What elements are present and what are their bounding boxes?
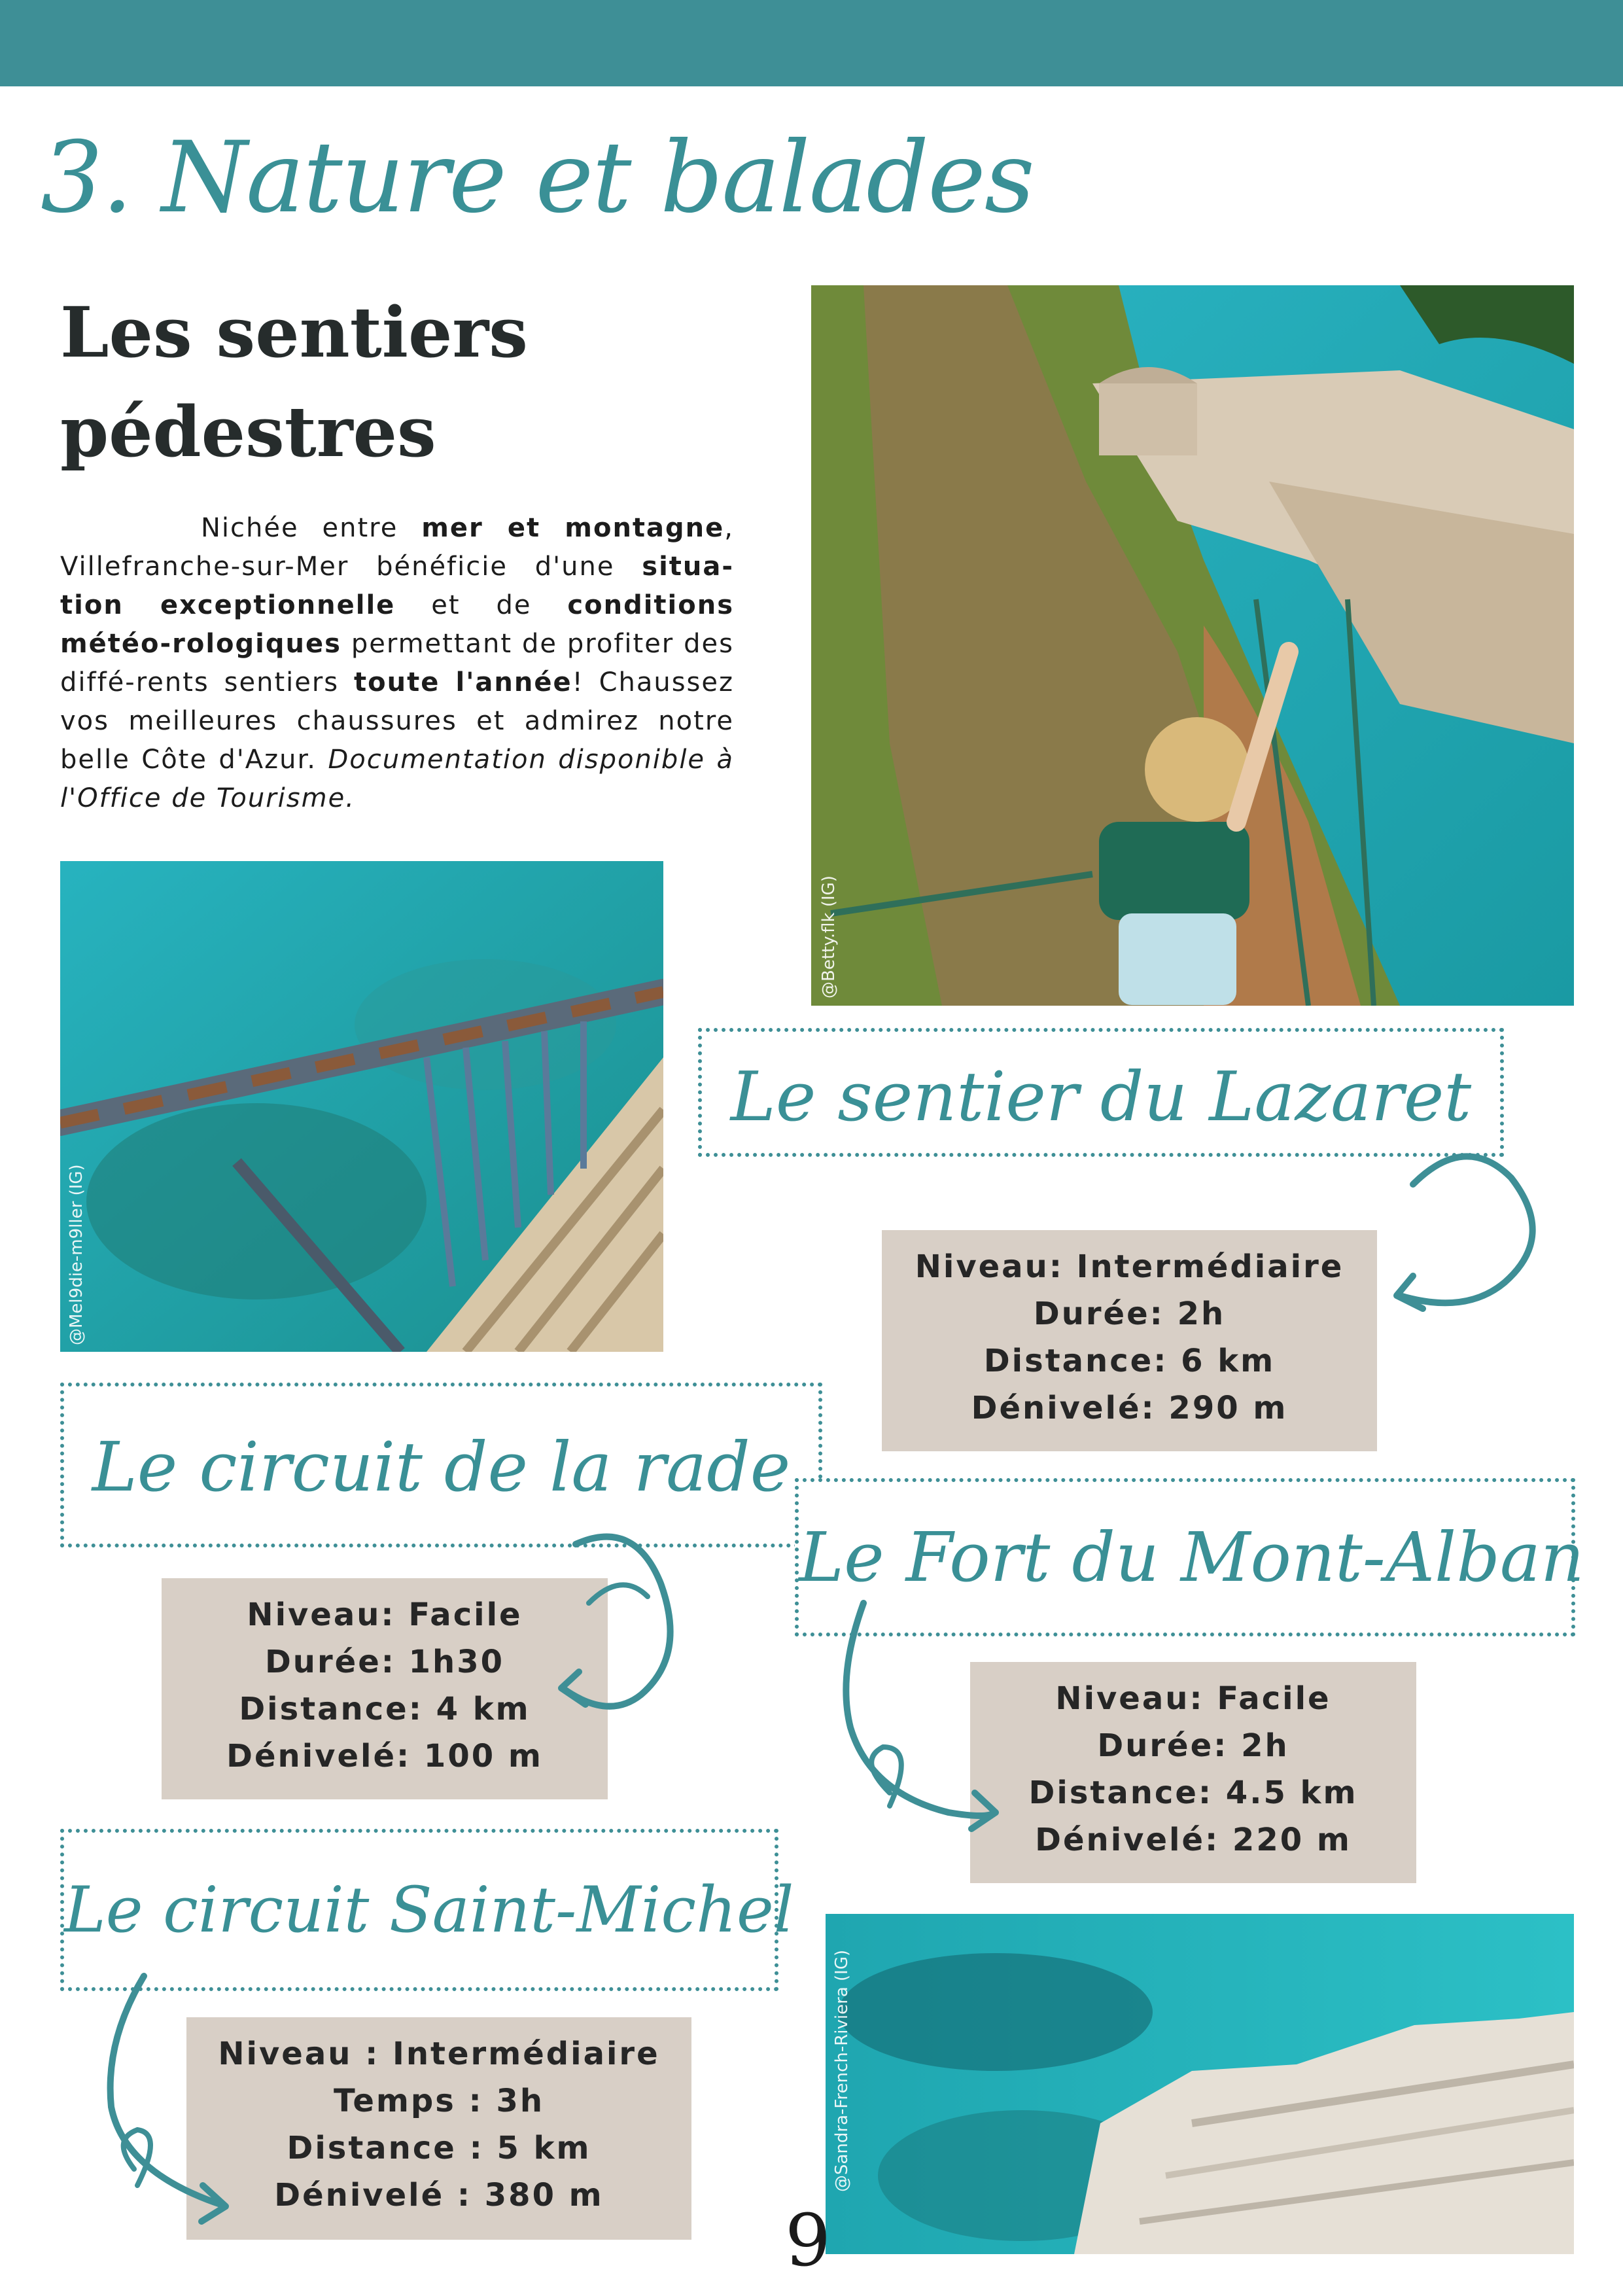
intro-bold: situa-tion exceptionnelle <box>60 552 734 620</box>
trail-title-lazaret: Le sentier du Lazaret <box>730 1057 1472 1137</box>
trail-distance: Distance : 5 km <box>287 2130 591 2166</box>
intro-text: Nichée entre <box>201 513 422 543</box>
trail-title-box-rade <box>60 1383 822 1547</box>
photo-railing <box>60 861 663 1352</box>
trail-title-box-lazaret <box>698 1028 1504 1157</box>
trail-level: Niveau: Facile <box>247 1597 523 1633</box>
intro-text: ! Chaussez vos meilleures chaussures et admirez notre belle Côte d'Azur. <box>60 667 734 775</box>
photo-railing-art <box>60 861 663 1352</box>
trail-level: Niveau: Facile <box>1055 1680 1331 1717</box>
intro-paragraph <box>60 509 734 818</box>
intro-text: , Villefranche-sur-Mer bénéficie d'une <box>60 513 734 582</box>
page-number: 9 <box>785 2199 831 2282</box>
trail-duration: Temps : 3h <box>333 2083 545 2119</box>
photo-rocky-shore <box>826 1914 1574 2254</box>
trail-info-mont-alban <box>970 1662 1416 1883</box>
trail-info-rade <box>162 1578 608 1799</box>
trail-title-box-saint-michel <box>60 1829 794 1991</box>
intro-text: permettant de profiter des diffé-rents sentiers <box>60 629 734 698</box>
photo-credit: @Sandra-French-Riviera (IG) <box>832 1949 852 2192</box>
trail-elevation: Dénivelé: 100 m <box>226 1738 543 1775</box>
trail-duration: Durée: 1h30 <box>264 1644 505 1680</box>
page-heading <box>60 283 714 482</box>
photo-coastal-path <box>811 285 1574 1006</box>
photo-rocky-shore-art <box>826 1914 1574 2254</box>
curly-arrow-icon <box>1387 1145 1550 1341</box>
heading-line-1: Les sentiers <box>60 291 528 373</box>
trail-level: Niveau: Intermédiaire <box>915 1248 1344 1285</box>
trail-level: Niveau : Intermédiaire <box>218 2036 660 2072</box>
trail-elevation: Dénivelé : 380 m <box>274 2177 604 2214</box>
top-banner <box>0 0 1623 86</box>
trail-distance: Distance: 6 km <box>983 1343 1276 1379</box>
trail-duration: Durée: 2h <box>1033 1296 1226 1332</box>
trail-distance: Distance: 4.5 km <box>1028 1775 1358 1811</box>
intro-italic: Documentation disponible à l'Office de Tourisme. <box>60 745 734 813</box>
trail-elevation: Dénivelé: 290 m <box>971 1390 1288 1426</box>
trail-title-saint-michel: Le circuit Saint-Michel <box>64 1873 794 1947</box>
trail-title-rade: Le circuit de la rade <box>92 1427 791 1507</box>
curly-arrow-icon <box>550 1531 720 1727</box>
intro-bold: conditions météo-rologiques <box>60 590 735 659</box>
trail-distance: Distance: 4 km <box>239 1691 531 1727</box>
photo-credit: @Mel9die-m9ller (IG) <box>67 1164 86 1345</box>
trail-info-saint-michel <box>186 2017 691 2240</box>
curly-arrow-icon <box>92 1969 249 2231</box>
trail-title-mont-alban: Le Fort du Mont-Alban <box>799 1517 1584 1597</box>
intro-bold: toute l'année <box>354 667 572 698</box>
trail-elevation: Dénivelé: 220 m <box>1035 1822 1352 1858</box>
intro-text: et de <box>395 590 568 620</box>
trail-duration: Durée: 2h <box>1097 1727 1289 1764</box>
heading-line-2: pédestres <box>60 391 436 472</box>
intro-bold: mer et montagne <box>421 513 725 543</box>
photo-credit: @Betty.flk (IG) <box>819 875 839 998</box>
curly-arrow-icon <box>831 1597 1001 1845</box>
photo-coastal-path-art <box>811 285 1574 1006</box>
trail-info-lazaret <box>882 1230 1377 1451</box>
section-title: 3. Nature et balades <box>41 121 1034 235</box>
